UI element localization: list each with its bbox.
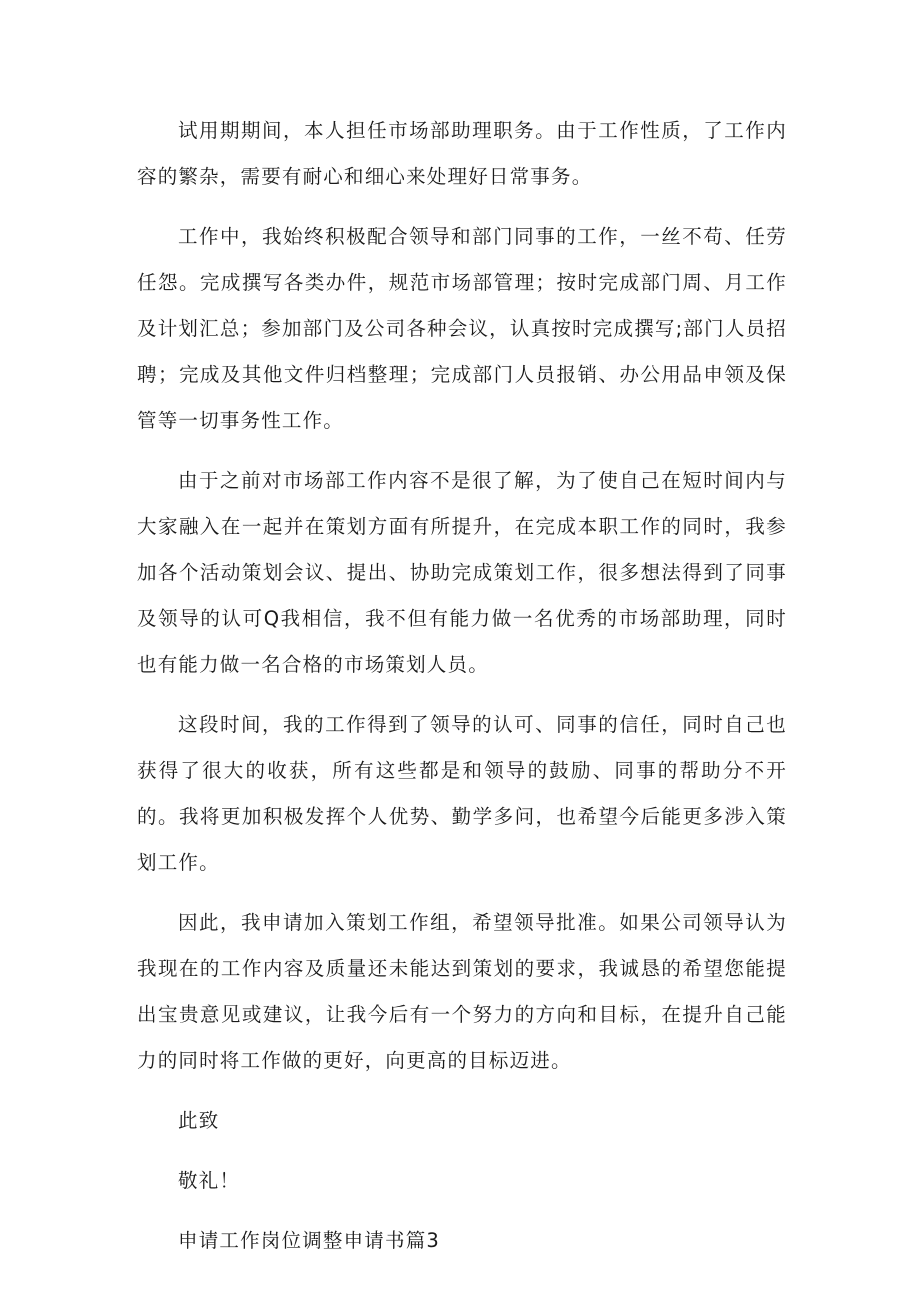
closing-salutation: 此致 (178, 1109, 220, 1132)
paragraph-probation: 试用期期间，本人担任市场部助理职务。由于工作性质，了工作内容的繁杂，需要有耐心和细心来处理好日常事务。 (137, 119, 787, 188)
paragraph-planning: 由于之前对市场部工作内容不是很了解，为了使自己在短时间内与大家融入在一起并在策划方面有所提升，在完成本职工作的同时，我参加各个活动策划会议、提出、协助完成策划工作，很多想法得到了同事及领导的认可Q我相信，我不但有能力做一名优秀的市场部助理，同时也有能力做一名合格的市场策划人员。 (137, 469, 787, 676)
closing-regards: 敬礼！ (178, 1169, 241, 1192)
paragraph-duties: 工作中，我始终积极配合领导和部门同事的工作，一丝不苟、任劳任怨。完成撰写各类办件，规范市场部管理；按时完成部门周、月工作及计划汇总；参加部门及公司各种会议，认真按时完成撰写;部门人员招聘；完成及其他文件归档整理；完成部门人员报销、办公用品申领及保管等一切事务性工作。 (137, 225, 787, 432)
paragraph-request: 因此，我申请加入策划工作组，希望领导批准。如果公司领导认为我现在的工作内容及质量还未能达到策划的要求，我诚恳的希望您能提出宝贵意见或建议，让我今后有一个努力的方向和目标，在提升自己能力的同时将工作做的更好，向更高的目标迈进。 (137, 911, 787, 1072)
section-heading: 申请工作岗位调整申请书篇3 (178, 1229, 441, 1252)
document-body (137, 108, 787, 1264)
paragraph-recognition: 这段时间，我的工作得到了领导的认可、同事的信任，同时自己也获得了很大的收获，所有这些都是和领导的鼓励、同事的帮助分不开的。我将更加积极发挥个人优势、勤学多问，也希望今后能更多涉入策划工作。 (137, 713, 787, 874)
